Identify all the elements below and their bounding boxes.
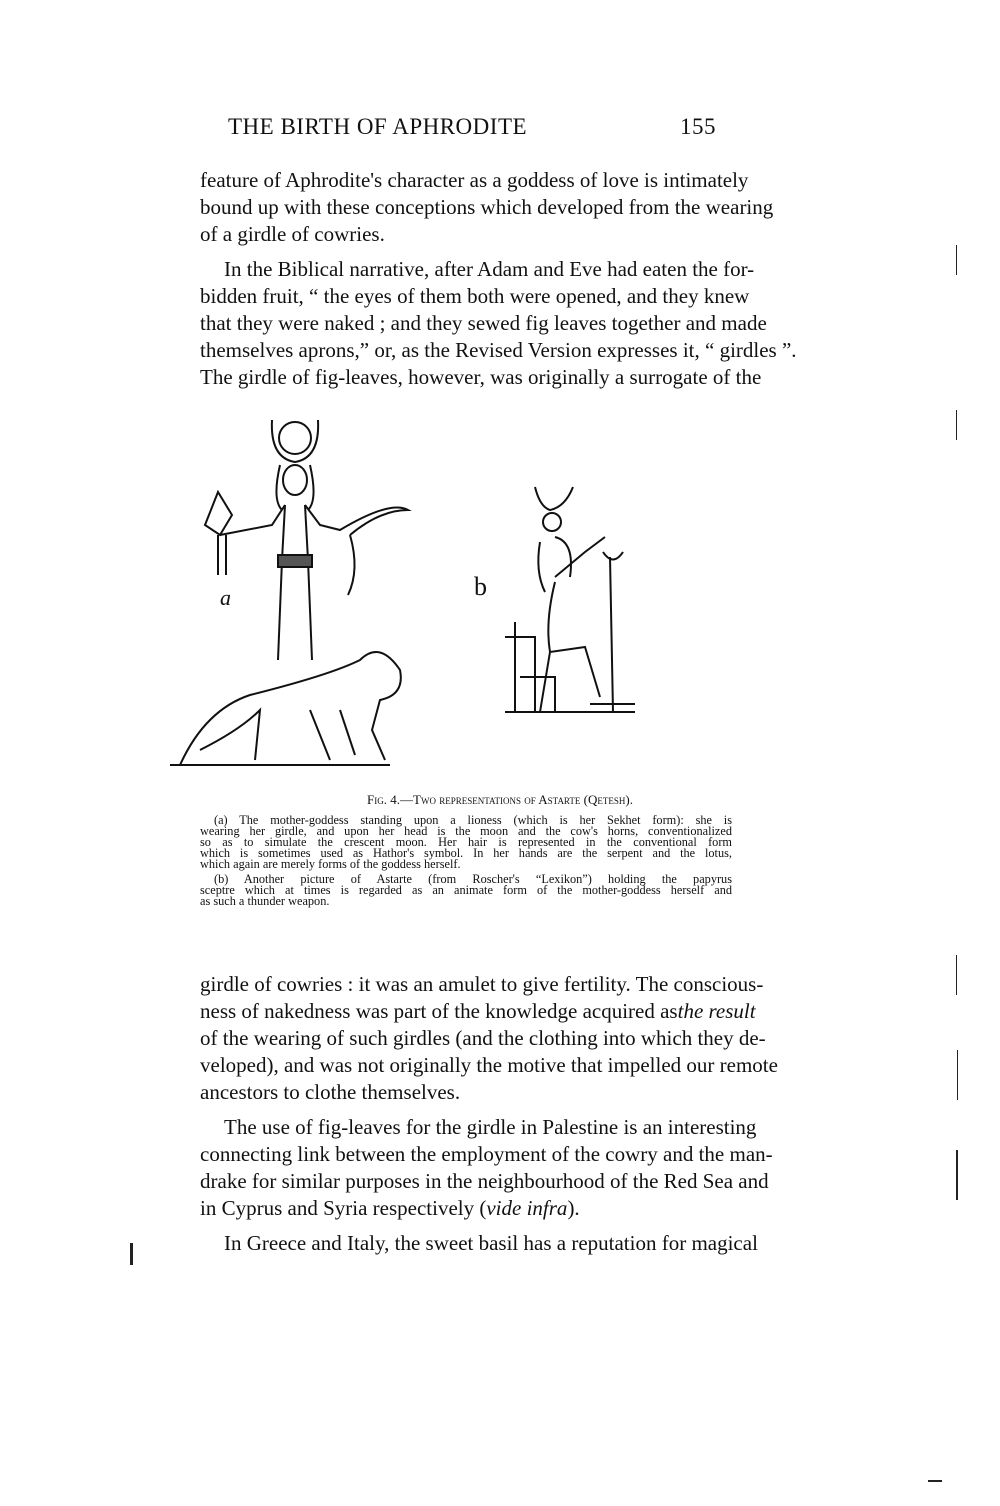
text-line: bidden fruit, “ the eyes of them both were opened, and they knew bbox=[200, 284, 750, 308]
text-line: themselves aprons,” or, as the Revised Version expresses it, “ girdles ”. bbox=[200, 338, 797, 362]
caption-line: which is sometimes used as Hathor's symbol. In her hands are the serpent and the lotus, bbox=[200, 846, 732, 860]
italic-span: the result bbox=[677, 999, 756, 1023]
text-span: ). bbox=[567, 1196, 580, 1220]
scan-mark bbox=[956, 1150, 958, 1200]
figure-title: Fig. 4.—Two representations of Astarte (Qetesh). bbox=[367, 792, 633, 807]
caption-line: which again are merely forms of the goddess herself. bbox=[200, 857, 461, 871]
scan-mark bbox=[130, 1243, 133, 1265]
text-line: girdle of cowries : it was an amulet to give fertility. The conscious- bbox=[200, 972, 764, 996]
figure-label-b: b bbox=[474, 572, 487, 601]
astarte-seated-drawing bbox=[495, 482, 655, 722]
running-title: THE BIRTH OF APHRODITE bbox=[228, 114, 528, 139]
caption-line: (b) Another picture of Astarte (from Roscher's “Lexikon”) holding the papyrus bbox=[214, 872, 732, 886]
text-line: of a girdle of cowries. bbox=[200, 222, 385, 246]
scan-mark bbox=[957, 1050, 958, 1100]
scan-mark bbox=[928, 1480, 942, 1482]
caption-line: wearing her girdle, and upon her head is the moon and the cow's horns, conventionalized bbox=[200, 824, 732, 838]
text-line: In the Biblical narrative, after Adam and Eve had eaten the for- bbox=[224, 257, 755, 281]
text-line: ancestors to clothe themselves. bbox=[200, 1080, 461, 1104]
text-line: The use of fig-leaves for the girdle in Palestine is an interesting bbox=[224, 1115, 757, 1139]
page-number: 155 bbox=[680, 114, 716, 139]
text-line: connecting link between the employment of the cowry and the man- bbox=[200, 1142, 773, 1166]
caption-line: so as to simulate the crescent moon. Her hair is represented in the conventional form bbox=[200, 835, 732, 849]
text-line: of the wearing of such girdles (and the clothing into which they de- bbox=[200, 1026, 766, 1050]
text-line: feature of Aphrodite's character as a goddess of love is intimately bbox=[200, 168, 749, 192]
text-line bbox=[200, 999, 756, 1023]
italic-span: vide infra bbox=[486, 1196, 568, 1220]
text-line: that they were naked ; and they sewed fig leaves together and made bbox=[200, 311, 767, 335]
text-line: veloped), and was not originally the motive that impelled our remote bbox=[200, 1053, 778, 1077]
text-span: in Cyprus and Syria respectively ( bbox=[200, 1196, 487, 1220]
text-line bbox=[200, 1196, 732, 1220]
scan-mark bbox=[956, 955, 957, 995]
text-line: bound up with these conceptions which developed from the wearing bbox=[200, 195, 774, 219]
text-span: ness of nakedness was part of the knowledge acquired as bbox=[200, 999, 678, 1023]
scan-mark bbox=[956, 245, 957, 275]
text-line: drake for similar purposes in the neighbourhood of the Red Sea and bbox=[200, 1169, 769, 1193]
caption-line: as such a thunder weapon. bbox=[200, 894, 330, 908]
astarte-on-lioness-drawing bbox=[160, 410, 420, 775]
text-line: In Greece and Italy, the sweet basil has a reputation for magical bbox=[224, 1231, 758, 1255]
caption-line: (a) The mother-goddess standing upon a lioness (which is her Sekhet form): she is bbox=[214, 813, 732, 827]
text-line: The girdle of fig-leaves, however, was originally a surrogate of the bbox=[200, 365, 762, 389]
figure-label-a: a bbox=[220, 585, 231, 610]
scan-mark bbox=[956, 410, 957, 440]
caption-line: sceptre which at times is regarded as an animate form of the mother-goddess herself and bbox=[200, 883, 732, 897]
